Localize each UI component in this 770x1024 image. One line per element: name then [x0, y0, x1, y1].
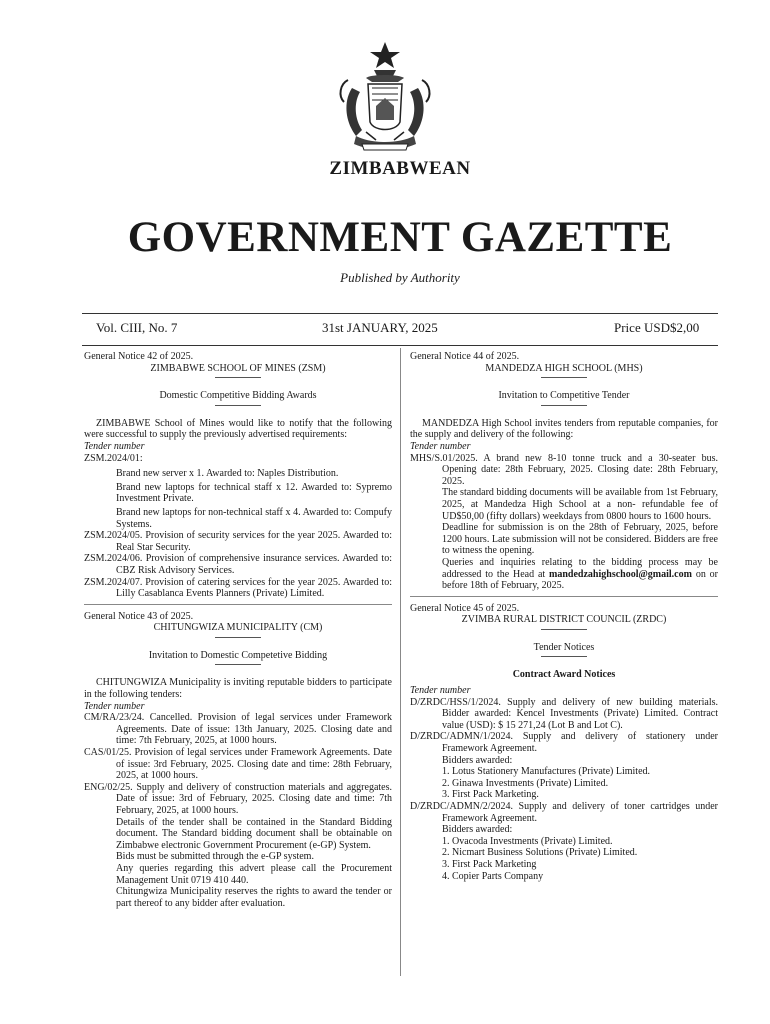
notice-divider [410, 596, 718, 597]
short-rule [215, 664, 261, 665]
notice-heading: General Notice 45 of 2025. [410, 602, 520, 614]
awarded-bidder: 4. Copier Parts Company [442, 870, 544, 882]
award-line: Brand new laptops for technical staff x 12. Awarded to: Sypremo Investment Private. [116, 481, 392, 505]
left-column [84, 351, 392, 909]
notice-43 [84, 611, 392, 910]
tender-item: ZSM.2024/07. Provision of catering services for the year 2025. Awarded to: Lilly Casablanca Events Planners (Private) Limited. [84, 576, 392, 600]
tender-item: D/ZRDC/ADMN/1/2024. Supply and delivery of stationery under Framework Agreement. [410, 731, 718, 755]
section-heading: Contract Award Notices [512, 669, 616, 681]
awarded-bidder: 2. Ginawa Investments (Private) Limited. [442, 777, 609, 789]
issue-top-rule [82, 313, 718, 314]
notice-intro: ZIMBABWE School of Mines would like to notify that the following were successful to supply the previously advertised requirements: [84, 417, 392, 441]
notice-subtitle: Invitation to Domestic Competetive Bidding [148, 649, 328, 661]
notice-subtitle: Domestic Competitive Bidding Awards [159, 390, 317, 402]
issue-price: Price USD$2,00 [614, 320, 700, 335]
tender-item: ZSM.2024/06. Provision of comprehensive insurance services. Awarded to: CBZ Risk Advisory Services. [84, 553, 392, 576]
notice-45 [410, 603, 718, 882]
notice-intro: MANDEDZA High School invites tenders from reputable companies, for the supply and delivery of the following: [410, 417, 718, 441]
award-line: Brand new laptops for non-technical staff x 4. Awarded to: Compufy Systems. [116, 506, 392, 530]
authority-line: Published by Authority [340, 270, 460, 285]
tender-item: D/ZRDC/HSS/1/2024. Supply and delivery of new building materials. Bidder awarded: Kencel Investments (Private) Limited. Contract value (USD): $ 15 271,24 (Lot B and Lot C). [410, 696, 718, 731]
tender-detail: Details of the tender shall be contained in the Standard Bidding document. The Standard bidding document shall be obtainable on Zimbabwe electronic Government Procurement (e-GP) System. [116, 816, 392, 851]
coat-of-arms-emblem [326, 40, 444, 158]
awarded-bidder: 1. Ovacoda Investments (Private) Limited. [442, 835, 613, 847]
notice-42 [84, 351, 392, 600]
tender-item: ZSM.2024/05. Provision of security services for the year 2025. Awarded to: Real Star Security. [84, 530, 392, 553]
short-rule [215, 637, 261, 638]
awarded-bidder: 2. Nicmart Business Solutions (Private) Limited. [442, 847, 638, 859]
notice-org: MANDEDZA HIGH SCHOOL (MHS) [485, 362, 643, 374]
short-rule [215, 405, 261, 406]
country-name: ZIMBABWEAN [329, 158, 471, 179]
short-rule [541, 405, 587, 406]
tender-detail: Chitungwiza Municipality reserves the rights to award the tender or part thereof to any bidder after evaluation. [116, 886, 392, 909]
gazette-title: GOVERNMENT GAZETTE [127, 214, 673, 261]
awarded-bidder: 3. First Pack Marketing [442, 858, 537, 870]
notice-divider [84, 604, 392, 605]
notice-heading: General Notice 42 of 2025. [84, 351, 194, 362]
notice-org: ZIMBABWE SCHOOL OF MINES (ZSM) [150, 362, 326, 374]
right-column [410, 351, 718, 882]
short-rule [541, 629, 587, 630]
awarded-bidder: 3. First Pack Marketing. [442, 789, 539, 801]
issue-date: 31st JANUARY, 2025 [322, 320, 438, 335]
tender-number-label: Tender number [84, 440, 145, 452]
notice-org: ZVIMBA RURAL DISTRICT COUNCIL (ZRDC) [461, 614, 667, 626]
volume-number: Vol. CIII, No. 7 [96, 320, 178, 335]
notice-subtitle: Tender Notices [533, 641, 595, 653]
tender-item: CM/RA/23/24. Cancelled. Provision of legal services under Framework Agreements. Date of issue: 13th January, 2025. Closing date and time: 7th February, 2025, at 1000 hours. [84, 712, 392, 747]
notice-subtitle: Invitation to Competitive Tender [498, 390, 630, 402]
notice-heading: General Notice 44 of 2025. [410, 351, 520, 362]
tender-item: ENG/02/25. Supply and delivery of construction materials and aggregates. Date of issue: 3rd of February, 2025. Closing date and time: 7th February, 2025, at 1000 hours. [84, 781, 392, 816]
awarded-bidder: 1. Lotus Stationery Manufactures (Private) Limited. [442, 766, 651, 778]
queries-deadline: on or before 18th of February, 2025. [442, 568, 718, 592]
bidders-awarded-label: Bidders awarded: [442, 754, 513, 766]
tender-ref: ZSM.2024/01: [84, 452, 143, 464]
short-rule [541, 656, 587, 657]
tender-number-label: Tender number [84, 700, 145, 712]
tender-item: MHS/S.01/2025. A brand new 8-10 tonne truck and a 30-seater bus. Opening date: 28th February, 2025. Closing date: 28th February, 2025. [410, 452, 718, 487]
short-rule [215, 377, 261, 378]
tender-detail: Bids must be submitted through the e-GP system. [116, 851, 314, 863]
tender-queries [410, 557, 718, 592]
tender-detail: Any queries regarding this advert please call the Procurement Management Unit 0719 410 440. [116, 862, 392, 886]
column-separator [400, 348, 401, 976]
tender-number-label: Tender number [410, 685, 471, 697]
bidders-awarded-label: Bidders awarded: [442, 824, 513, 836]
short-rule [541, 377, 587, 378]
notice-intro: CHITUNGWIZA Municipality is inviting reputable bidders to participate in the following tenders: [84, 677, 392, 701]
contact-email: mandedzahighschool@gmail.com [549, 568, 692, 580]
tender-detail: The standard bidding documents will be available from 1st February, 2025, at Mandedza High School at a non- refundable fee of UD$50,00 (fifty dollars) weekdays from 0800 hours to 1600 hours. [442, 487, 718, 522]
tender-item: CAS/01/25. Provision of legal services under Framework Agreements. Date of issue: 3rd February, 2025. Closing date and time: 28th February, 2025, at 1000 hours. [84, 747, 392, 782]
issue-bottom-rule [82, 345, 718, 346]
tender-number-label: Tender number [410, 440, 471, 452]
notice-org: CHITUNGWIZA MUNICIPALITY (CM) [153, 622, 323, 634]
notice-heading: General Notice 43 of 2025. [84, 610, 194, 622]
award-line: Brand new server x 1. Awarded to: Naples Distribution. [116, 468, 339, 480]
tender-detail: Deadline for submission is on the 28th of February, 2025, before 1200 hours. Late submission will not be considered. Bidders are free to witness the opening. [442, 522, 718, 557]
notice-44 [410, 351, 718, 592]
queries-text: Queries and inquiries relating to the bidding process may be addressed to the Head at [442, 556, 718, 580]
tender-item: D/ZRDC/ADMN/2/2024. Supply and delivery of toner cartridges under Framework Agreement. [410, 801, 718, 824]
